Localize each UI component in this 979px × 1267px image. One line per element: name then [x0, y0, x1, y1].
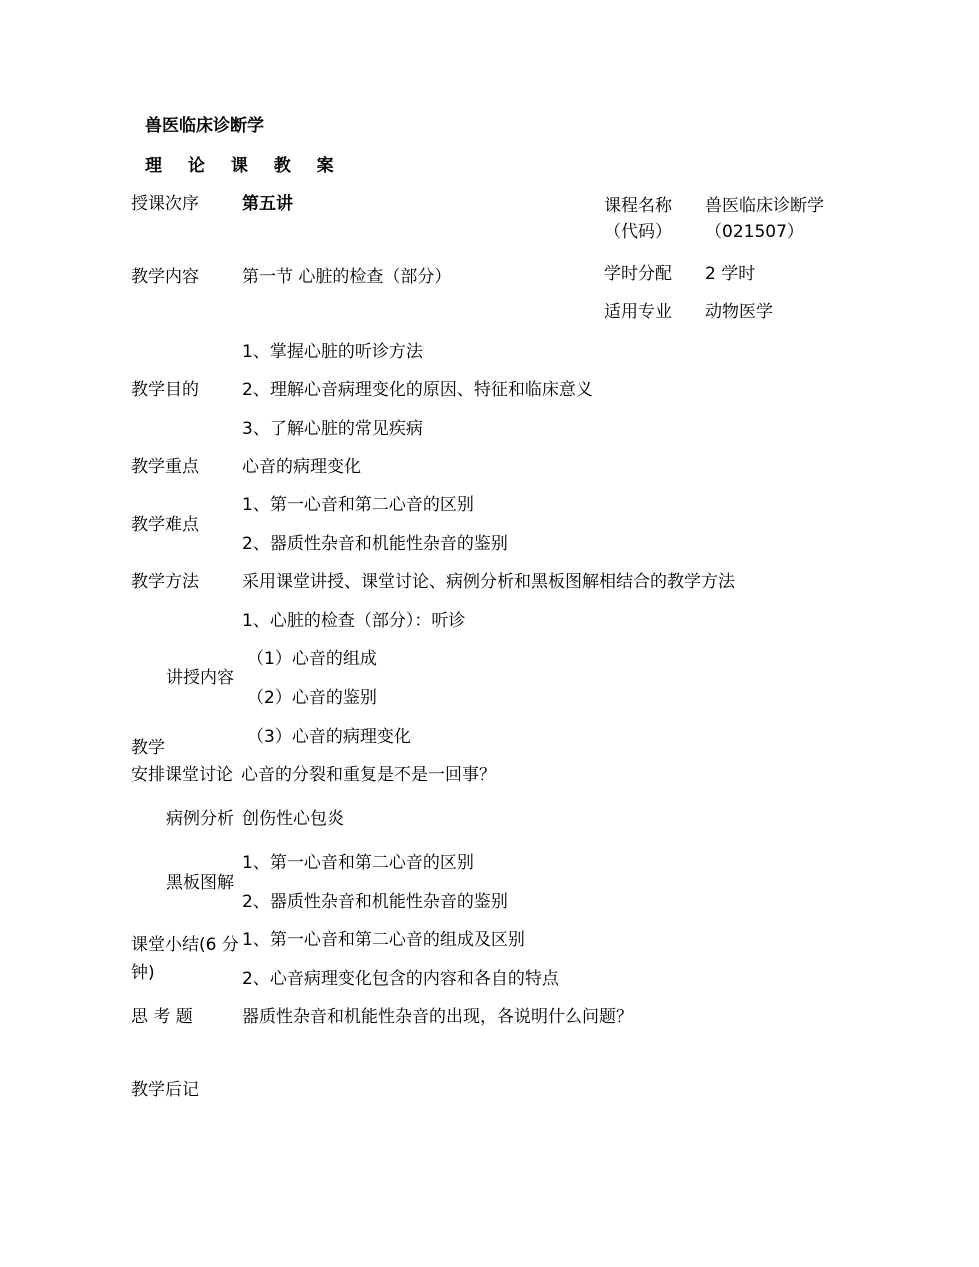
- objective-item: 3、了解心脏的常见疾病: [242, 419, 423, 439]
- key-points-value: 心音的病理变化: [242, 457, 361, 477]
- key-points-label: 教学重点: [131, 457, 199, 477]
- major-label: 适用专业: [604, 302, 672, 322]
- methods-value: 采用课堂讲授、课堂讨论、病例分析和黑板图解相结合的教学方法: [242, 572, 735, 592]
- questions-label: 思 考 题: [131, 1007, 193, 1027]
- discussion-label: 课堂讨论: [165, 765, 233, 785]
- objectives-label: 教学目的: [131, 380, 199, 400]
- difficulties-label: 教学难点: [131, 515, 199, 535]
- discussion-value: 心音的分裂和重复是不是一回事？: [241, 765, 496, 785]
- methods-label: 教学方法: [131, 572, 199, 592]
- case-value: 创伤性心包炎: [242, 809, 344, 829]
- lecture-item: 1、心脏的检查（部分）：听诊: [242, 611, 466, 631]
- difficulty-item: 2、器质性杂音和机能性杂音的鉴别: [242, 534, 508, 554]
- board-label: 黑板图解: [166, 873, 234, 893]
- difficulty-item: 1、第一心音和第二心音的区别: [242, 495, 474, 515]
- lecture-item: （1）心音的组成: [247, 649, 377, 669]
- lecture-item: （2）心音的鉴别: [247, 688, 377, 708]
- summary-item: 1、第一心音和第二心音的组成及区别: [242, 930, 525, 950]
- order-value: 第五讲: [242, 194, 293, 214]
- case-label: 病例分析: [166, 809, 234, 829]
- content-value: 第一节 心脏的检查（部分）: [242, 267, 452, 287]
- hours-value: 2 学时: [705, 264, 756, 284]
- questions-value: 器质性杂音和机能性杂音的出现，各说明什么问题？: [242, 1007, 633, 1027]
- postscript-label: 教学后记: [131, 1080, 199, 1100]
- lecture-label: 讲授内容: [166, 668, 234, 688]
- hours-label: 学时分配: [604, 264, 672, 284]
- board-item: 1、第一心音和第二心音的区别: [242, 853, 474, 873]
- objective-item: 1、掌握心脏的听诊方法: [242, 342, 423, 362]
- major-value: 动物医学: [705, 302, 773, 322]
- summary-label-1: 课堂小结(6 分: [131, 935, 239, 955]
- summary-label-2: 钟): [131, 963, 155, 983]
- lecture-item: （3）心音的病理变化: [247, 727, 411, 747]
- content-label: 教学内容: [131, 267, 199, 287]
- course-name-value: 兽医临床诊断学: [705, 196, 824, 216]
- summary-item: 2、心音病理变化包含的内容和各自的特点: [242, 969, 559, 989]
- course-code-label: （代码）: [604, 222, 672, 242]
- course-code-value: （021507）: [705, 222, 804, 242]
- course-name-label: 课程名称: [604, 196, 672, 216]
- board-item: 2、器质性杂音和机能性杂音的鉴别: [242, 892, 508, 912]
- plan-type-title: 理 论 课 教 案: [145, 156, 344, 176]
- arrangement-label-2: 安排: [131, 765, 165, 785]
- arrangement-label-1: 教学: [131, 738, 165, 758]
- objective-item: 2、理解心音病理变化的原因、特征和临床意义: [242, 380, 593, 400]
- order-label: 授课次序: [131, 194, 199, 214]
- course-title: 兽医临床诊断学: [145, 116, 264, 136]
